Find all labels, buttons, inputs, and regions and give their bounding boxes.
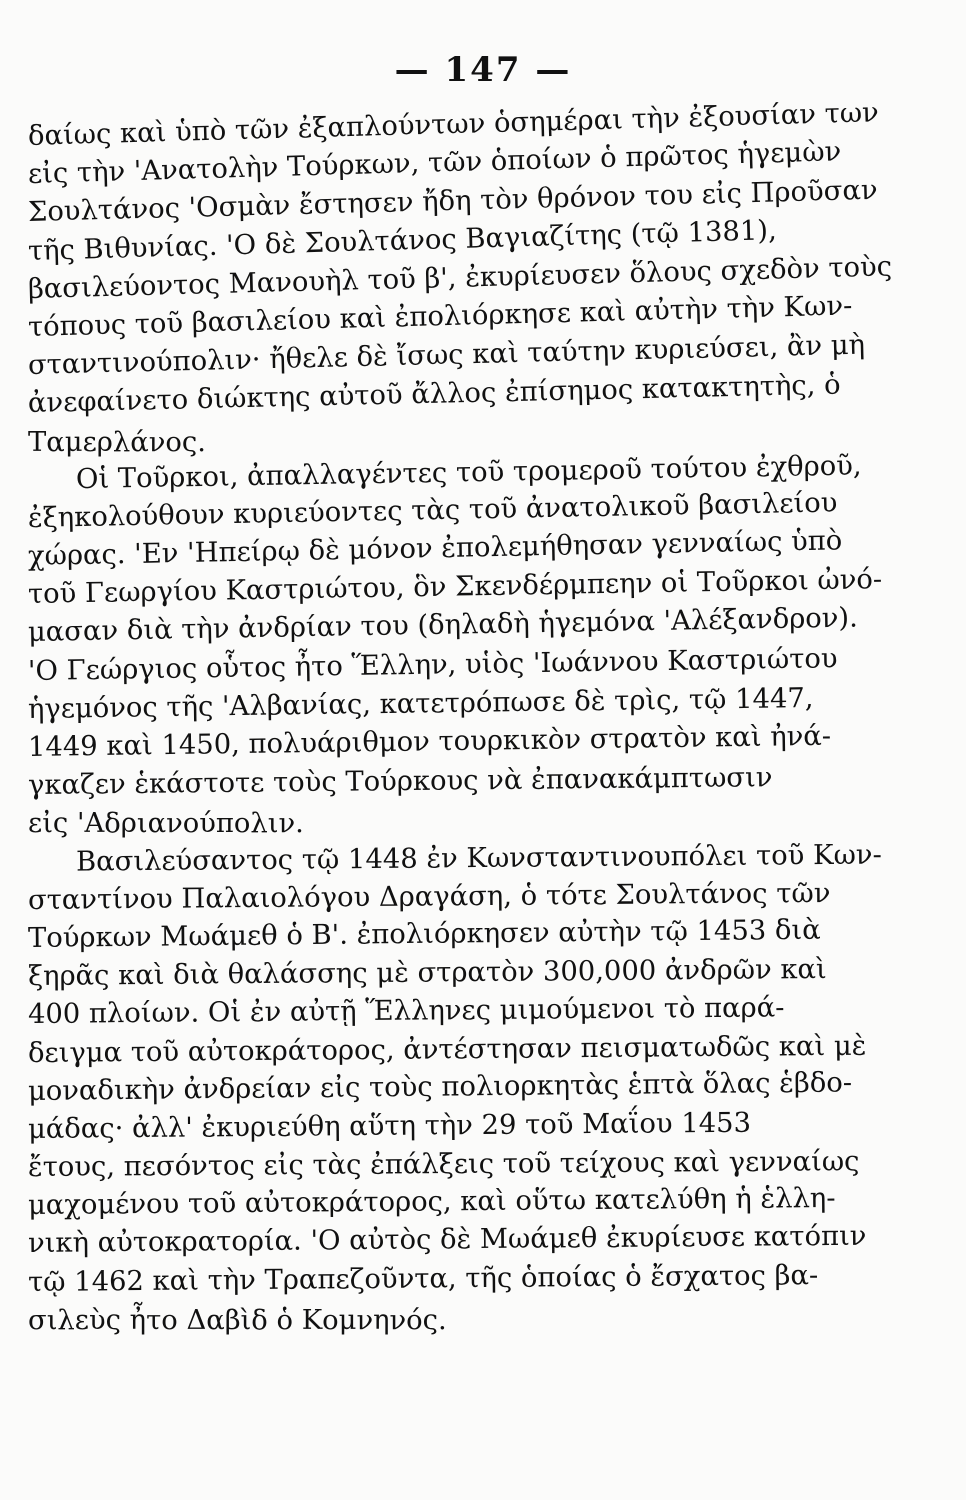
text-line: ἀνεφαίνετο διώκτης αὐτοῦ ἄλλος ἐπίσημος κατακτητὴς, ὁ <box>27 369 841 420</box>
text-line: Σουλτάνος 'Οσμὰν ἔστησεν ἤδη τὸν θρόνον του εἰς Προῦσαν <box>27 175 878 229</box>
text-line: μοναδικὴν ἀνδρείαν εἰς τοὺς πολιορκητὰς ἑπτὰ ὅλας ἑβδο- <box>27 1067 853 1107</box>
page-number: — 147 — <box>394 50 572 90</box>
text-line: μαχομένου τοῦ αὐτοκράτορος, καὶ οὕτω κατελύθη ἡ ἑλλη- <box>27 1183 836 1222</box>
text-line: 'Ο Γεώργιος οὗτος ἦτο Ἕλλην, υἱὸς 'Ιωάννου Καστριώτου <box>27 642 838 687</box>
text-line: τοῦ Γεωργίου Καστριώτου, ὃν Σκενδέρμπεην οἱ Τοῦρκοι ὠνό- <box>27 564 883 611</box>
text-line: ξηρᾶς καὶ διὰ θαλάσσης μὲ στρατὸν 300,000 ἀνδρῶν καὶ <box>27 954 827 993</box>
text-line: εἰς 'Αδριανούπολιν. <box>28 808 304 840</box>
text-line: σταντινούπολιν· ἤθελε δὲ ἴσως καὶ ταύτην κυριεύσει, ἂν μὴ <box>27 329 866 382</box>
text-line: μάδας· ἀλλ' ἐκυριεύθη αὕτη τὴν 29 τοῦ Μαΐου 1453 <box>27 1107 752 1145</box>
text-line: γκαζεν ἑκάστοτε τοὺς Τούρκους νὰ ἐπανακάμπτωσιν <box>27 762 773 802</box>
text-line: δειγμα τοῦ αὐτοκράτορος, ἀντέστησαν πεισματωδῶς καὶ μὲ <box>27 1030 867 1069</box>
text-line: ἔτους, πεσόντος εἰς τὰς ἐπάλξεις τοῦ τείχους καὶ γενναίως <box>27 1146 860 1184</box>
text-line: Ταμερλάνος. <box>28 426 206 458</box>
text-line: τῷ 1462 καὶ τὴν Τραπεζοῦντα, τῆς ὁποίας ὁ ἔσχατος βα- <box>27 1259 819 1298</box>
text-line: εἰς τὴν 'Ανατολὴν Τούρκων, τῶν ὁποίων ὁ πρῶτος ἡγεμὼν <box>27 136 842 191</box>
text-line: ἡγεμόνος τῆς 'Αλβανίας, κατετρόπωσε δὲ τρὶς, τῷ 1447, <box>27 682 814 725</box>
text-line: Βασιλεύσαντος τῷ 1448 ἐν Κωνσταντινουπόλει τοῦ Κων- <box>75 839 882 878</box>
text-line: σταντίνου Παλαιολόγου Δραγάση, ὁ τότε Σουλτάνος τῶν <box>27 877 831 916</box>
text-line: δαίως καὶ ὑπὸ τῶν ἐξαπλούντων ὁσημέραι τὴν ἐξουσίαν των <box>27 97 880 152</box>
text-line: τόπους τοῦ βασιλείου καὶ ἐπολιόρκησε καὶ αὐτὴν τὴν Κων- <box>27 290 853 343</box>
text-line: χώρας. 'Εν 'Ηπείρῳ δὲ μόνον ἐπολεμήθησαν γενναίως ὑπὸ <box>27 525 843 573</box>
text-line: βασιλεύοντος Μανουὴλ τοῦ β', ἐκυρίευσεν ὅλους σχεδὸν τοὺς <box>27 251 893 305</box>
text-line: Οἱ Τοῦρκοι, ἀπαλλαγέντες τοῦ τρομεροῦ τούτου ἐχθροῦ, <box>75 450 862 495</box>
text-line: τῆς Βιθυνίας. 'Ο δὲ Σουλτάνος Βαγιαζίτης (τῷ 1381), <box>27 214 778 267</box>
text-line: ἐξηκολούθουν κυριεύοντες τὰς τοῦ ἀνατολικοῦ βασιλείου <box>27 487 838 534</box>
text-line: μασαν διὰ τὴν ἀνδρίαν του (δηλαδὴ ἡγεμόνα 'Αλέξανδρον). <box>27 602 859 649</box>
text-line: σιλεὺς ἦτο Δαβὶδ ὁ Κομνηνός. <box>28 1304 447 1336</box>
text-line: 400 πλοίων. Οἱ ἐν αὐτῇ Ἕλληνες μιμούμενοι τὸ παρά- <box>27 992 785 1031</box>
text-line: νικὴ αὐτοκρατορία. 'Ο αὐτὸς δὲ Μωάμεθ ἐκυρίευσε κατόπιν <box>27 1221 867 1260</box>
text-line: 1449 καὶ 1450, πολυάριθμον τουρκικὸν στρατὸν καὶ ἠνά- <box>27 720 832 763</box>
body-text <box>27 97 928 1340</box>
text-line: Τούρκων Μωάμεθ ὁ Β'. ἐπολιόρκησεν αὐτὴν τῷ 1453 διὰ <box>27 914 821 954</box>
